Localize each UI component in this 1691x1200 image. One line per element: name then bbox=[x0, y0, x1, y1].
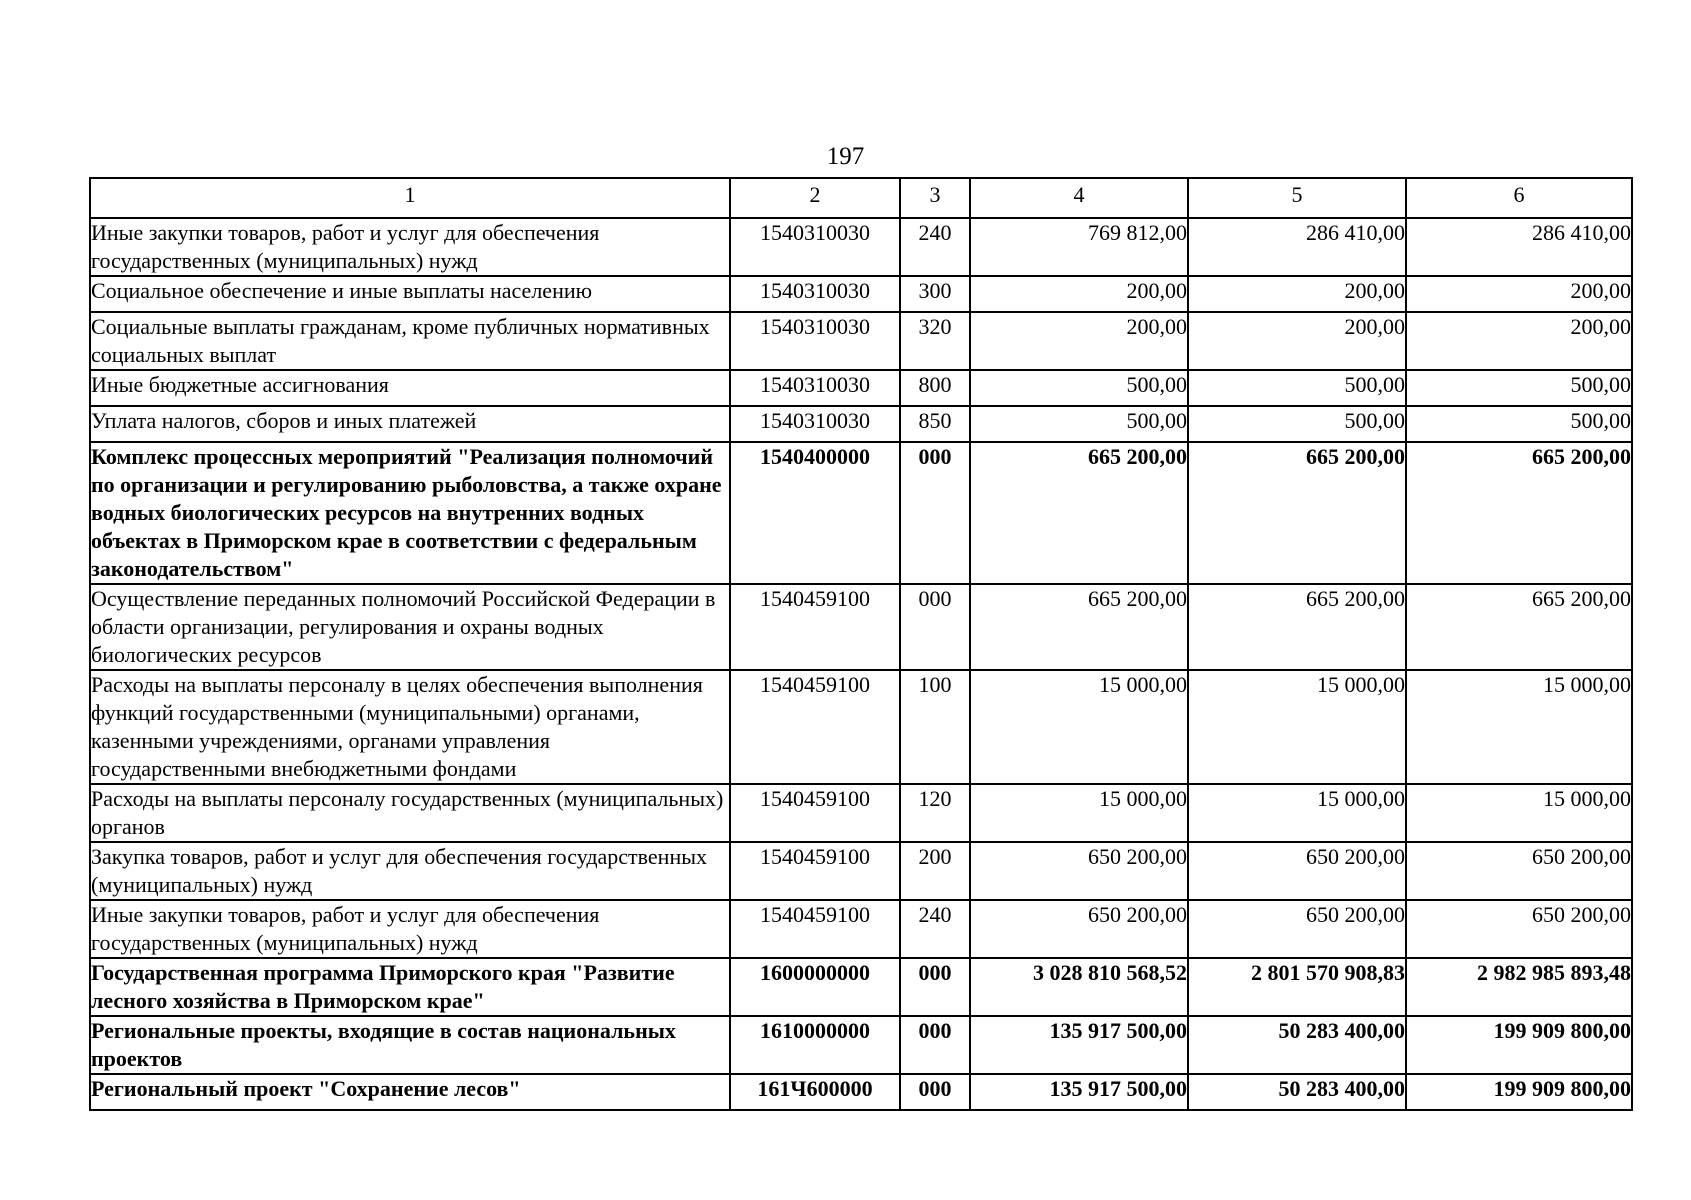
row-amount-col5: 500,00 bbox=[1188, 406, 1406, 442]
row-amount-col6: 665 200,00 bbox=[1406, 584, 1632, 670]
row-name: Уплата налогов, сборов и иных платежей bbox=[90, 406, 730, 442]
row-code: 1540310030 bbox=[730, 276, 900, 312]
row-amount-col4: 665 200,00 bbox=[970, 442, 1188, 584]
row-expense-type: 300 bbox=[900, 276, 970, 312]
column-header: 2 bbox=[730, 178, 900, 218]
row-expense-type: 320 bbox=[900, 312, 970, 370]
row-code: 1600000000 bbox=[730, 958, 900, 1016]
row-code: 1540459100 bbox=[730, 670, 900, 784]
row-name: Региональный проект "Сохранение лесов" bbox=[90, 1074, 730, 1110]
row-amount-col6: 200,00 bbox=[1406, 312, 1632, 370]
row-amount-col6: 15 000,00 bbox=[1406, 784, 1632, 842]
row-name: Комплекс процессных мероприятий "Реализация полномочий по организации и регулированию рыболовства, а также охране водных биологических ресурсов на внутренних водных объектах в Приморском крае в соответствии с федеральным законодательством" bbox=[90, 442, 730, 584]
row-amount-col4: 650 200,00 bbox=[970, 842, 1188, 900]
row-amount-col4: 650 200,00 bbox=[970, 900, 1188, 958]
table-row bbox=[90, 406, 1632, 442]
table-row bbox=[90, 312, 1632, 370]
row-code: 1540310030 bbox=[730, 406, 900, 442]
row-amount-col5: 500,00 bbox=[1188, 370, 1406, 406]
table-header-row bbox=[90, 178, 1632, 218]
row-amount-col5: 665 200,00 bbox=[1188, 442, 1406, 584]
table-row bbox=[90, 784, 1632, 842]
row-amount-col6: 199 909 800,00 bbox=[1406, 1016, 1632, 1074]
row-expense-type: 850 bbox=[900, 406, 970, 442]
row-amount-col4: 500,00 bbox=[970, 406, 1188, 442]
row-name: Иные закупки товаров, работ и услуг для обеспечения государственных (муниципальных) нужд bbox=[90, 900, 730, 958]
table-row bbox=[90, 1016, 1632, 1074]
row-amount-col5: 650 200,00 bbox=[1188, 842, 1406, 900]
row-amount-col5: 200,00 bbox=[1188, 276, 1406, 312]
row-amount-col6: 286 410,00 bbox=[1406, 218, 1632, 276]
table-row bbox=[90, 670, 1632, 784]
row-amount-col5: 650 200,00 bbox=[1188, 900, 1406, 958]
row-amount-col6: 500,00 bbox=[1406, 406, 1632, 442]
row-expense-type: 120 bbox=[900, 784, 970, 842]
table-row bbox=[90, 584, 1632, 670]
row-code: 1610000000 bbox=[730, 1016, 900, 1074]
row-expense-type: 000 bbox=[900, 1016, 970, 1074]
table-row bbox=[90, 842, 1632, 900]
column-header: 3 bbox=[900, 178, 970, 218]
column-header: 4 bbox=[970, 178, 1188, 218]
row-expense-type: 200 bbox=[900, 842, 970, 900]
row-amount-col4: 665 200,00 bbox=[970, 584, 1188, 670]
row-name: Социальное обеспечение и иные выплаты населению bbox=[90, 276, 730, 312]
row-amount-col4: 200,00 bbox=[970, 276, 1188, 312]
row-expense-type: 800 bbox=[900, 370, 970, 406]
row-expense-type: 240 bbox=[900, 218, 970, 276]
table-row bbox=[90, 218, 1632, 276]
page-number: 197 bbox=[826, 143, 865, 170]
row-code: 1540310030 bbox=[730, 218, 900, 276]
row-amount-col4: 15 000,00 bbox=[970, 670, 1188, 784]
row-amount-col5: 50 283 400,00 bbox=[1188, 1016, 1406, 1074]
row-name: Осуществление переданных полномочий Российской Федерации в области организации, регулирования и охраны водных биологических ресурсов bbox=[90, 584, 730, 670]
row-amount-col6: 665 200,00 bbox=[1406, 442, 1632, 584]
row-name: Иные закупки товаров, работ и услуг для обеспечения государственных (муниципальных) нужд bbox=[90, 218, 730, 276]
table-row bbox=[90, 370, 1632, 406]
row-amount-col6: 2 982 985 893,48 bbox=[1406, 958, 1632, 1016]
table-row bbox=[90, 958, 1632, 1016]
row-amount-col5: 15 000,00 bbox=[1188, 784, 1406, 842]
row-name: Региональные проекты, входящие в состав национальных проектов bbox=[90, 1016, 730, 1074]
column-header: 1 bbox=[90, 178, 730, 218]
row-code: 1540459100 bbox=[730, 584, 900, 670]
row-amount-col5: 50 283 400,00 bbox=[1188, 1074, 1406, 1110]
row-code: 1540459100 bbox=[730, 900, 900, 958]
row-name: Социальные выплаты гражданам, кроме публичных нормативных социальных выплат bbox=[90, 312, 730, 370]
row-amount-col6: 650 200,00 bbox=[1406, 842, 1632, 900]
table-row bbox=[90, 900, 1632, 958]
row-amount-col4: 135 917 500,00 bbox=[970, 1016, 1188, 1074]
row-expense-type: 000 bbox=[900, 584, 970, 670]
column-header: 6 bbox=[1406, 178, 1632, 218]
row-amount-col5: 2 801 570 908,83 bbox=[1188, 958, 1406, 1016]
row-expense-type: 240 bbox=[900, 900, 970, 958]
row-code: 1540459100 bbox=[730, 784, 900, 842]
row-amount-col4: 3 028 810 568,52 bbox=[970, 958, 1188, 1016]
row-code: 1540400000 bbox=[730, 442, 900, 584]
row-expense-type: 000 bbox=[900, 958, 970, 1016]
table-row bbox=[90, 276, 1632, 312]
row-amount-col6: 650 200,00 bbox=[1406, 900, 1632, 958]
row-expense-type: 000 bbox=[900, 442, 970, 584]
row-amount-col5: 665 200,00 bbox=[1188, 584, 1406, 670]
row-name: Государственная программа Приморского края "Развитие лесного хозяйства в Приморском крае" bbox=[90, 958, 730, 1016]
row-code: 1540310030 bbox=[730, 312, 900, 370]
row-amount-col5: 15 000,00 bbox=[1188, 670, 1406, 784]
row-code: 1540310030 bbox=[730, 370, 900, 406]
row-name: Расходы на выплаты персоналу в целях обеспечения выполнения функций государственными (муниципальными) органами, казенными учреждениями, органами управления государственными внебюджетными фондами bbox=[90, 670, 730, 784]
row-amount-col5: 200,00 bbox=[1188, 312, 1406, 370]
row-amount-col4: 200,00 bbox=[970, 312, 1188, 370]
row-name: Расходы на выплаты персоналу государственных (муниципальных) органов bbox=[90, 784, 730, 842]
row-expense-type: 000 bbox=[900, 1074, 970, 1110]
row-amount-col6: 200,00 bbox=[1406, 276, 1632, 312]
row-amount-col4: 135 917 500,00 bbox=[970, 1074, 1188, 1110]
row-name: Закупка товаров, работ и услуг для обеспечения государственных (муниципальных) нужд bbox=[90, 842, 730, 900]
row-amount-col4: 769 812,00 bbox=[970, 218, 1188, 276]
row-expense-type: 100 bbox=[900, 670, 970, 784]
table-row bbox=[90, 442, 1632, 584]
budget-table bbox=[89, 177, 1633, 1111]
row-amount-col6: 15 000,00 bbox=[1406, 670, 1632, 784]
row-amount-col6: 199 909 800,00 bbox=[1406, 1074, 1632, 1110]
column-header: 5 bbox=[1188, 178, 1406, 218]
row-amount-col4: 500,00 bbox=[970, 370, 1188, 406]
table-row bbox=[90, 1074, 1632, 1110]
row-name: Иные бюджетные ассигнования bbox=[90, 370, 730, 406]
row-amount-col4: 15 000,00 bbox=[970, 784, 1188, 842]
row-amount-col5: 286 410,00 bbox=[1188, 218, 1406, 276]
row-amount-col6: 500,00 bbox=[1406, 370, 1632, 406]
row-code: 161Ч600000 bbox=[730, 1074, 900, 1110]
row-code: 1540459100 bbox=[730, 842, 900, 900]
